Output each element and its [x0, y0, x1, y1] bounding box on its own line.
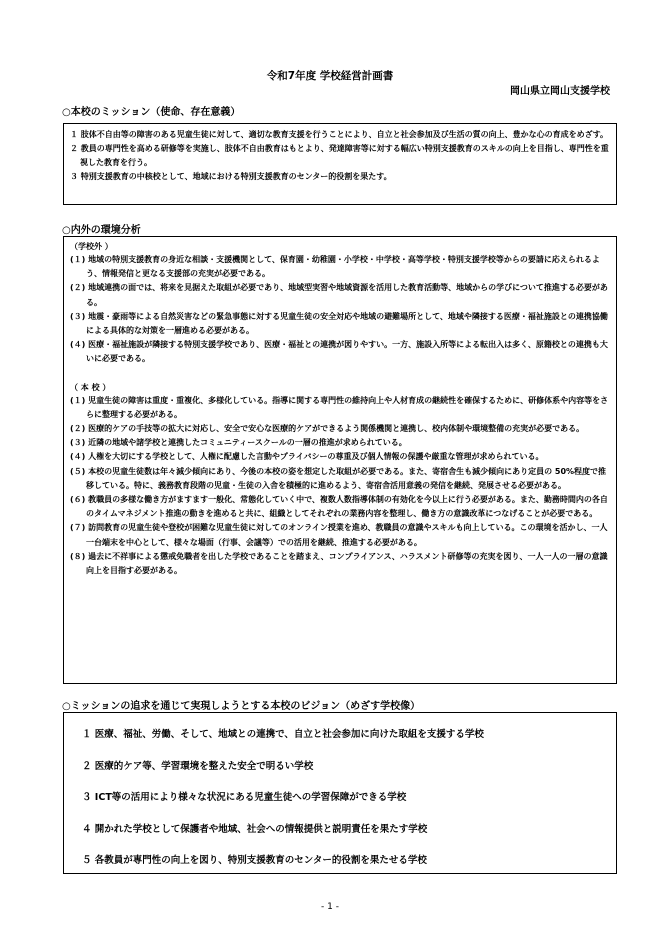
environment-heading: ○内外の環境分析	[62, 225, 141, 236]
mission-item: １ 肢体不自由等の障害のある児童生徒に対して、適切な教育支援を行うことにより、自立と社会参加及び生活の質の向上、豊かな心の育成をめざす。	[70, 130, 608, 139]
environment-item: (５) 本校の児童生徒数は年々減少傾向にあり、今後の本校の姿を想定した取組が必要である。また、寄宿舎生も減少傾向にあり定員の 50%程度で推移している。特に、義務教育段階の児童・生徒の入舎を積極的に進めるよう、寄宿舎活用意義の発信を継続、発展させる必要がある。	[70, 466, 607, 490]
document-title: 令和7年度 学校経営計画書	[266, 70, 394, 82]
vision-heading: ○ミッションの追求を通じて実現しようとする本校のビジョン（めざす学校像）	[62, 701, 421, 712]
environment-item: (１) 児童生徒の障害は重度・重複化、多様化している。指導に関する専門性の維持向上や人材育成の継続性を確保するために、研修体系や内容等をさらに整理する必要がある。	[70, 395, 609, 419]
inside-label: （ 本 校 ）	[70, 382, 111, 392]
school-name: 岡山県立岡山支援学校	[510, 86, 610, 97]
mission-heading: ○本校のミッション（使命、存在意義）	[62, 107, 241, 118]
vision-box	[63, 712, 617, 874]
environment-item: (３) 近隣の地域や諸学校と連携したコミュニティースクールの一層の推進が求められている。	[70, 438, 407, 448]
environment-item: (３) 地震・豪雨等による自然災害などの緊急事態に対する児童生徒の安全対応や地域の避難場所として、地域や隣接する医療・福祉施設との連携協働による具体的な対策を一層進める必要がある。	[70, 311, 608, 336]
vision-item: １ 医療、福祉、労働、そして、地域との連携で、自立と社会参加に向けた取組を支援する学校	[82, 729, 484, 740]
environment-box	[63, 236, 617, 684]
page-number: - 1 -	[321, 902, 339, 912]
environment-item: (６) 教職員の多様な働き方がますます一般化、常態化していく中で、複数人数指導体制の有効化を今以上に行う必要がある。また、勤務時間内の各自のタイムマネジメント推進の動きを進めると共に、組織としてそれぞれの業務内容を整理し、働き方の意識改革につなげることが必要である。	[70, 495, 608, 519]
mission-item: ２ 教員の専門性を高める研修等を実施し、肢体不自由教育はもとより、発達障害等に対する幅広い特別支援教育のスキルの向上を目指し、専門性を重視した教育を行う。	[70, 144, 609, 167]
environment-item: (７) 訪問教育の児童生徒や登校が困難な児童生徒に対してのオンライン授業を進め、教職員の意識やスキルも向上している。この環境を活かし、一人一台端末を中心として、様々な場面（行事、会議等）での活用を継続、推進する必要がある。	[70, 523, 608, 547]
outside-label: （学校外 ）	[70, 242, 113, 251]
vision-item: ４ 開かれた学校として保護者や地域、社会への情報提供と説明責任を果たす学校	[82, 823, 428, 835]
environment-item: (２) 医療的ケアの手技等の拡大に対応し、安全で安心な医療的ケアができるよう関係機関と連携し、校内体制や環境整備の充実が必要である。	[70, 424, 585, 434]
mission-item: ３ 特別支援教育の中核校として、地域における特別支援教育のセンター的役割を果たす。	[70, 172, 392, 181]
environment-item: (８) 過去に不祥事による懲戒免職者を出した学校であることを踏まえ、コンプライアンス、ハラスメント研修等の充実を図り、一人一人の一層の意識向上を目指す必要がある。	[70, 551, 608, 576]
environment-item: (１) 地域の特別支援教育の身近な相談・支援機関として、保育園・幼稚園・小学校・中学校・高等学校・特別支援学校等からの要請に応えられるよう、情報発信と更なる支援部の充実が必要である。	[70, 255, 600, 279]
environment-item: (２) 地域連携の面では、将来を見据えた取組が必要であり、地域型実習や地域資源を活用した教育活動等、地域からの学びについて推進する必要がある。	[70, 283, 608, 307]
vision-item: ３ ICT等の活用により様々な状況にある児童生徒への学習保障ができる学校	[82, 792, 407, 803]
mission-box	[63, 123, 617, 205]
environment-item: (４) 医療・福祉施設が隣接する特別支援学校であり、医療・福祉との連携が図りやすい。一方、施設入所等による転出入は多く、原籍校との連携も大いに必要である。	[70, 340, 608, 364]
vision-item: ２ 医療的ケア等、学習環境を整えた安全で明るい学校	[82, 760, 314, 772]
vision-item: ５ 各教員が専門性の向上を図り、特別支援教育のセンター的役割を果たせる学校	[82, 855, 427, 866]
environment-item: (４) 人権を大切にする学校として、人権に配慮した言動やプライバシーの尊重及び個人情報の保護や厳重な管理が求められている。	[70, 452, 544, 462]
